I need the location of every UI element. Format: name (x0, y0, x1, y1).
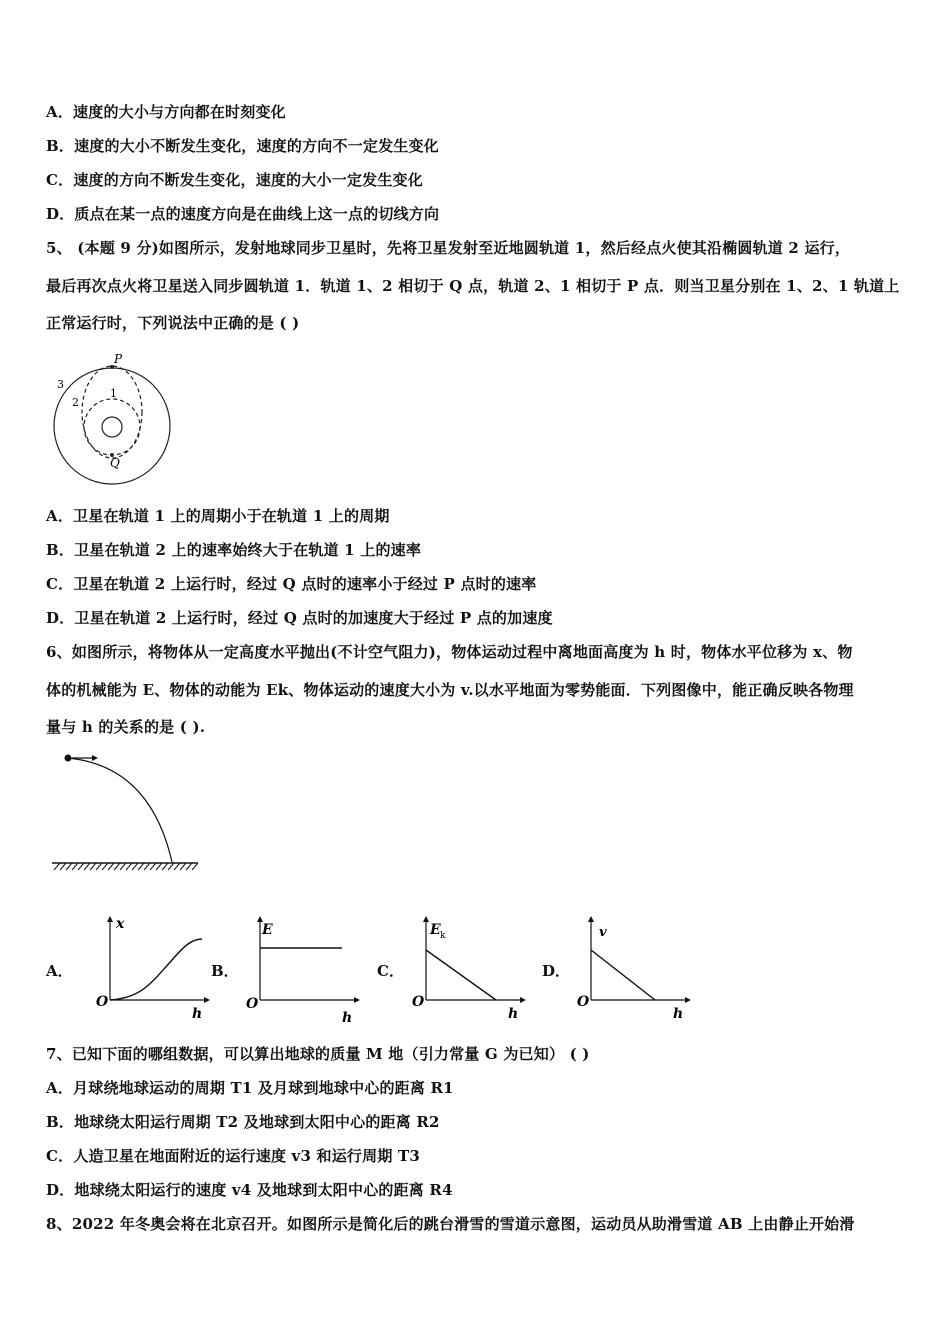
q7-option-d: D．地球绕太阳运行的速度 v4 及地球到太阳中心的距离 R4 (46, 1181, 453, 1199)
orbit-2-ellipse (82, 366, 142, 458)
graph-label-b: B． (211, 962, 239, 980)
q5-stem-line-2: 最后再次点火将卫星送入同步圆轨道 1．轨道 1、2 相切于 Q 点，轨道 2、1 相切于 P 点．则当卫星分别在 1、2、1 轨道上 (46, 277, 900, 295)
graph-a-x-label: h (192, 1006, 203, 1022)
graph-c-origin: O (412, 994, 425, 1010)
label-p: P (114, 352, 123, 366)
label-3: 3 (57, 378, 64, 391)
graph-a-y-label: x (116, 916, 125, 932)
q4-option-a: A．速度的大小与方向都在时刻变化 (46, 103, 286, 121)
graph-b (242, 912, 362, 1024)
q7-option-b: B．地球绕太阳运行周期 T2 及地球到太阳中心的距离 R2 (46, 1113, 440, 1131)
label-2: 2 (72, 396, 79, 409)
graph-d-origin: O (577, 994, 590, 1010)
graph-label-d: D． (542, 962, 571, 980)
graph-a (92, 912, 212, 1024)
q8-stem: 8、2022 年冬奥会将在北京召开。如图所示是简化后的跳台滑雪的雪道示意图，运动员从助滑雪道 AB 上由静止开始滑 (46, 1215, 855, 1233)
graph-c-x-label: h (508, 1006, 519, 1022)
graph-c-y-label: E (430, 922, 441, 938)
q5-stem-line-1: 5、 (本题 9 分)如图所示，发射地球同步卫星时，先将卫星发射至近地圆轨道 1，然后经点火使其沿椭圆轨道 2 运行， (46, 239, 851, 257)
graph-d (573, 912, 693, 1024)
q6-stem-line-2: 体的机械能为 E、物体的动能为 Ek、物体运动的速度大小为 v.以水平地面为零势能面．下列图像中，能正确反映各物理 (46, 681, 854, 699)
graph-label-c: C． (377, 962, 404, 980)
graph-c-line (426, 950, 496, 1000)
q5-option-c: C．卫星在轨道 2 上运行时，经过 Q 点时的速率小于经过 P 点时的速率 (46, 575, 537, 593)
q7-option-c: C．人造卫星在地面附近的运行速度 v3 和运行周期 T3 (46, 1147, 420, 1165)
label-1: 1 (110, 387, 117, 400)
q4-option-c: C．速度的方向不断发生变化，速度的大小一定发生变化 (46, 171, 423, 189)
ground-hatching (54, 863, 198, 870)
graph-d-line (591, 950, 655, 1000)
label-q: Q (110, 456, 120, 470)
graph-b-y-label: E (262, 922, 273, 938)
earth-circle (102, 417, 122, 437)
q5-option-b: B．卫星在轨道 2 上的速率始终大于在轨道 1 上的速率 (46, 541, 422, 559)
projectile-figure (50, 748, 205, 876)
q6-stem-line-1: 6、如图所示，将物体从一定高度水平抛出(不计空气阻力)，物体运动过程中离地面高度为 h 时，物体水平位移为 x、物 (46, 643, 853, 661)
graph-d-y-label: v (599, 925, 607, 940)
orbit-figure (48, 350, 178, 490)
graph-b-origin: O (246, 996, 259, 1012)
q7-stem: 7、已知下面的哪组数据，可以算出地球的质量 M 地（引力常量 G 为已知） ( ) (46, 1045, 590, 1063)
orbit-1-circle (84, 399, 140, 455)
graph-b-x-label: h (342, 1010, 353, 1024)
graph-label-a: A． (46, 962, 73, 980)
graph-c-y-subscript: k (440, 931, 446, 941)
q4-option-b: B．速度的大小不断发生变化，速度的方向不一定发生变化 (46, 137, 439, 155)
q5-option-d: D．卫星在轨道 2 上运行时，经过 Q 点时的加速度大于经过 P 点的加速度 (46, 609, 553, 627)
trajectory-curve (68, 758, 172, 862)
q6-stem-line-3: 量与 h 的关系的是 ( ). (46, 718, 206, 736)
graph-c (408, 912, 528, 1024)
q5-stem-line-3: 正常运行时，下列说法中正确的是 ( ) (46, 314, 300, 332)
q7-option-a: A．月球绕地球运动的周期 T1 及月球到地球中心的距离 R1 (46, 1079, 454, 1097)
graph-d-x-label: h (673, 1006, 684, 1022)
velocity-arrow-head (92, 755, 98, 761)
graph-a-origin: O (96, 994, 109, 1010)
q5-option-a: A．卫星在轨道 1 上的周期小于在轨道 1 上的周期 (46, 507, 390, 525)
q4-option-d: D．质点在某一点的速度方向是在曲线上这一点的切线方向 (46, 205, 440, 223)
graph-a-curve (110, 939, 202, 1000)
